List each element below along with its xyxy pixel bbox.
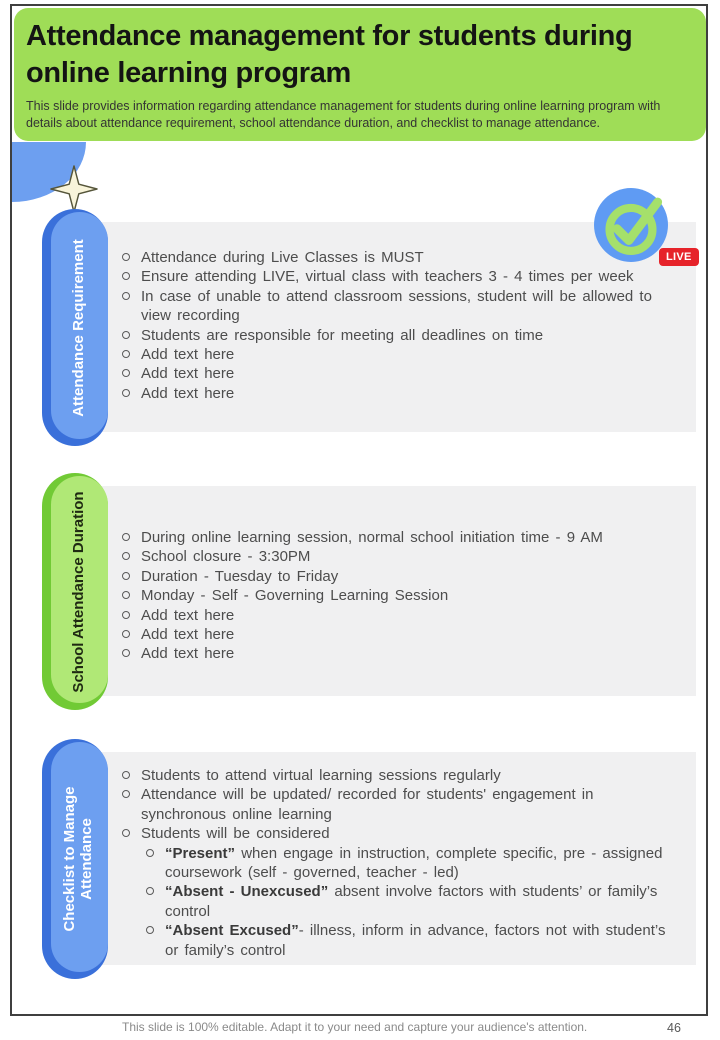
footer-note: This slide is 100% editable. Adapt it to your need and capture your audience's attention.: [122, 1020, 588, 1034]
bullet-circle-icon: [122, 649, 130, 657]
bullet-circle-icon: [146, 887, 154, 895]
bullet-circle-icon: [122, 272, 130, 280]
list-item: [146, 844, 672, 883]
list-item-text: Attendance will be updated/ recorded for students' engagement in synchronous online learning: [141, 786, 594, 823]
bullet-circle-icon: [122, 331, 130, 339]
list-item-text: Attendance during Live Classes is MUST: [141, 249, 424, 266]
list-item: [122, 586, 672, 605]
list-item: [122, 287, 672, 326]
list-item-text: “Present” when engage in instruction, complete specific, pre - assigned coursework (self - governed, teacher - led): [165, 844, 663, 882]
list-item: [146, 921, 672, 960]
slide-header: [14, 8, 706, 141]
list-item-text: Add text here: [141, 365, 235, 383]
checklist-to-manage-attendance-list: [76, 752, 696, 960]
bullet-circle-icon: [122, 572, 130, 580]
list-item: [146, 882, 672, 921]
list-item-text: Add text here: [141, 606, 235, 624]
tab-label: Attendance Requirement: [69, 238, 87, 417]
bullet-circle-icon: [122, 369, 130, 377]
list-item: [122, 384, 672, 403]
tab-attendance-requirement: [42, 209, 108, 446]
bullet-circle-icon: [122, 771, 130, 779]
list-item-text: Students to attend virtual learning sessions regularly: [141, 767, 501, 784]
list-item-text: School closure - 3:30PM: [141, 548, 311, 566]
bullet-circle-icon: [122, 552, 130, 560]
list-item-text: Monday - Self - Governing Learning Session: [141, 587, 449, 605]
bullet-circle-icon: [122, 253, 130, 261]
school-attendance-duration-list: [76, 486, 696, 664]
list-item-text: In case of unable to attend classroom sessions, student will be allowed to view recording: [141, 287, 652, 325]
list-item: [122, 547, 672, 566]
bullet-circle-icon: [146, 849, 154, 857]
page-title: Attendance management for students during online learning program: [26, 20, 633, 89]
list-item: [122, 364, 672, 383]
bullet-circle-icon: [122, 292, 130, 300]
list-item: [122, 644, 672, 663]
tab-school-attendance-duration: [42, 473, 108, 710]
live-badge: LIVE: [659, 248, 699, 266]
bullet-circle-icon: [122, 389, 130, 397]
tab-label: School Attendance Duration: [69, 490, 87, 693]
list-item: [122, 345, 672, 364]
list-item: [122, 824, 672, 843]
bullet-circle-icon: [122, 790, 130, 798]
bullet-circle-icon: [122, 829, 130, 837]
page-subtitle: This slide provides information regarding attendance management for students during online learning program with details about attendance requirement, school attendance duration, and checklist to manage attendance.: [26, 99, 661, 130]
bullet-circle-icon: [122, 533, 130, 541]
bullet-circle-icon: [122, 630, 130, 638]
section-school-attendance-duration: [69, 486, 696, 696]
list-item-text: Add text here: [141, 384, 235, 402]
list-item-text: “Absent - Unexcused” absent involve factors with students’ or family’s control: [165, 883, 658, 920]
list-item-text: Students will be considered: [141, 825, 330, 843]
page-number: 46: [667, 1021, 681, 1035]
list-item-text: Ensure attending LIVE, virtual class with teachers 3 - 4 times per week: [141, 268, 634, 286]
section-checklist-to-manage-attendance: [61, 752, 696, 965]
tab-checklist-to-manage-attendance: [42, 739, 108, 979]
list-item: [122, 528, 672, 547]
list-item: [122, 567, 672, 586]
list-item-text: Add text here: [141, 346, 235, 364]
list-item-text: Students are responsible for meeting all deadlines on time: [141, 326, 544, 344]
tab-label: Checklist to Manage Attendance: [61, 786, 95, 932]
list-item: [122, 326, 672, 345]
list-item: [122, 248, 672, 267]
sparkle-star-icon: [50, 165, 98, 213]
bullet-circle-icon: [146, 926, 154, 934]
bullet-circle-icon: [122, 350, 130, 358]
list-item-text: Add text here: [141, 645, 235, 663]
list-item-text: Duration - Tuesday to Friday: [141, 567, 339, 585]
check-circle-icon: [594, 188, 668, 262]
bullet-circle-icon: [122, 591, 130, 599]
list-item-text: Add text here: [141, 626, 235, 644]
list-item: [122, 625, 672, 644]
list-item: [122, 785, 672, 824]
bullet-circle-icon: [122, 611, 130, 619]
list-item: [122, 267, 672, 286]
list-item: [122, 766, 672, 785]
list-item: [122, 606, 672, 625]
list-item-text: “Absent Excused”- illness, inform in advance, factors not with student’s or family’s control: [165, 922, 666, 959]
list-item-text: During online learning session, normal school initiation time - 9 AM: [141, 529, 603, 546]
